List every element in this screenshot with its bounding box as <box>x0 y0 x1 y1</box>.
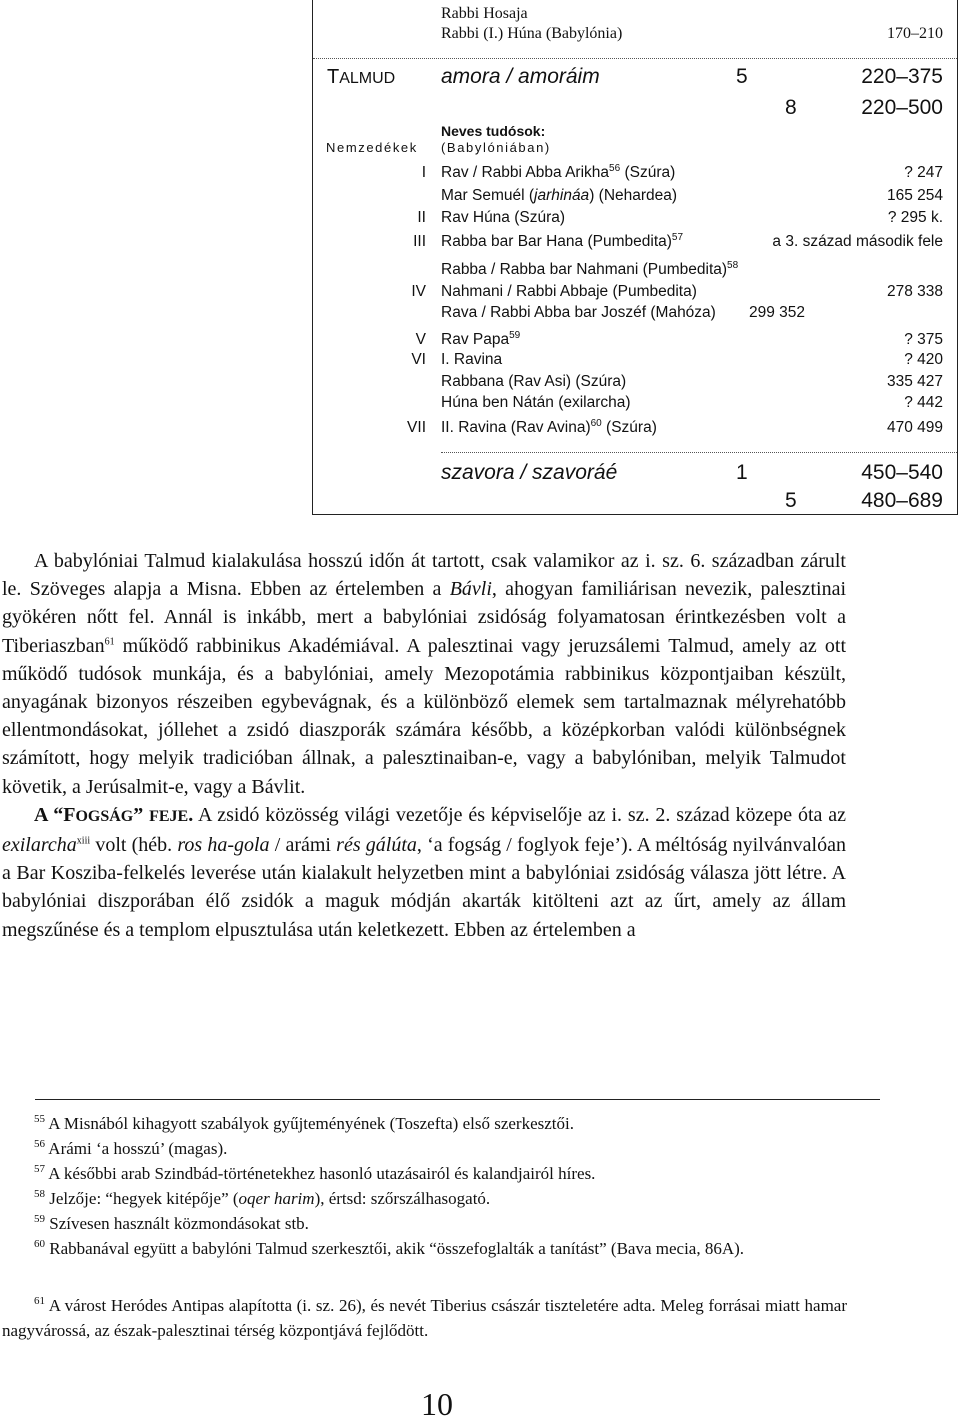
amora-count-b: 8 <box>785 96 797 119</box>
scholar-date: ? 375 <box>904 331 943 348</box>
footnote: $^{59}$ Szívesen használt közmondásokat stb. <box>34 1213 309 1233</box>
gen-numeral: IV <box>411 283 426 300</box>
scholar-name: Rav Húna (Szúra) <box>441 209 566 226</box>
gen-numeral: VI <box>411 351 426 368</box>
scholar-name: Rabba bar Bar Hana (Pumbedita)$^{57}$ <box>441 231 684 250</box>
scholar-date: 278 338 <box>886 283 943 300</box>
szavora-count-a: 1 <box>736 461 748 484</box>
scholar-name: Nahmani / Rabbi Abbaje (Pumbedita) <box>441 283 697 300</box>
generations-label: Nemzedékek <box>326 140 418 155</box>
gen-numeral: III <box>413 233 426 250</box>
paragraph: A “FOGSÁG” FEJE. A zsidó közösség világi vezetője és képviselője az i. sz. 2. század közepe óta az exilarcha$^{xiii}$ volt (héb. ros ha-gola / arámi rés gálúta, ‘a fogság / foglyok feje’). A méltóság nyilvánvalóan a Bar Kosziba-felkelés leverése után kialakult helyzetben mint a babylóniai zsidóság válasza jött létre. A babylóniai diszporában élő zsidók a maguk módján akarták kitölteni azt az űrt, amely az állam megszűnése és a templom elpusztulása után keletkezett. Ebben az értelemben a <box>2 803 847 941</box>
footnote: $^{56}$ Arámi ‘a hosszú’ (magas). <box>34 1138 228 1158</box>
scholar-name: Mar Semuél (jarhináa) (Nehardea) <box>441 187 678 204</box>
szavora-range-b: 480–689 <box>861 489 943 512</box>
footnote: $^{61}$ A várost Heródes Antipas alapította (i. sz. 26), és nevét Tiberius császár tiszteletére adta. Meleg forrásai miatt hamar nagyvárossá, az észak-palesztinai térség központjává fejlődött. <box>2 1295 847 1340</box>
scholar-name: I. Ravina <box>441 351 503 368</box>
footnote-rule <box>35 1099 880 1100</box>
scholar-date: ? 420 <box>904 351 943 368</box>
scholar-name: Rav / Rabbi Abba Arikha$^{56}$ (Szúra) <box>441 162 676 181</box>
scholar-name: Húna ben Nátán (exilarcha) <box>441 394 631 411</box>
amora-label: amora / amoráim <box>441 65 600 88</box>
scholar-name: Rabba / Rabba bar Nahmani (Pumbedita)$^{58}$ <box>441 259 739 278</box>
amora-range-b: 220–500 <box>861 96 943 119</box>
scholar-date: 335 427 <box>886 373 943 390</box>
szavora-count-b: 5 <box>785 489 797 512</box>
scholar-date: 470 499 <box>886 419 943 436</box>
scholar-date: 299 352 <box>749 304 806 321</box>
gen-numeral: V <box>415 331 426 348</box>
amora-count-a: 5 <box>736 65 748 88</box>
dotted-divider <box>441 452 957 453</box>
talmud-label: TALMUD <box>327 66 396 88</box>
footnote: $^{55}$ A Misnából kihagyott szabályok gyűjteményének (Toszefta) első szerkesztői. <box>34 1113 574 1133</box>
gen-numeral: VII <box>407 419 426 436</box>
chronology-table <box>312 0 958 515</box>
scholars-heading: Neves tudósok: <box>441 123 546 139</box>
amora-range-a: 220–375 <box>861 65 943 88</box>
gen-numeral: I <box>421 164 426 181</box>
body-text <box>2 547 846 944</box>
scholar-name: Rabbana (Rav Asi) (Szúra) <box>441 373 627 390</box>
scholar-name: Rav Papa$^{59}$ <box>441 329 521 348</box>
scholar-name: Rava / Rabbi Abba bar Joszéf (Mahóza) <box>441 304 716 321</box>
paragraph: A babylóniai Talmud kialakulása hosszú időn át tartott, csak valamikor az i. sz. 6. században zárult le. Szöveges alapja a Misna. Ebben az értelemben a Bávli, ahogyan familiárisan nevezik, palesztinai gyökéren nőtt fel. Annál is inkább, mert a babylóniai zsidóság folyamatosan érintkezésben volt a Tiberiaszban$^{61}$ működő rabbinikus Akadémiával. A palesztinai vagy jeruzsálemi Talmud, amely az ott működő tudósok munkája, és a babylóniai, amely Mezopotámia rabbinikus központjaiban készült, anyagának bizonyos részeiben egybevágnak, és a különböző elemek sem tartalmaznak mélyrehatóbb ellentmondásokat, jóllehet a zsidó diaszporák számára később, a középkorban valódi különbségnek számított, hogy melyik tradicióban állnak, a palesztinaiban-e, vagy a babylóniban, melyik Talmudot követik, a Jerúsalmit-e, vagy a Bávlit. <box>2 550 847 798</box>
footnote: $^{58}$ Jelzője: “hegyek kitépője” (oqer harim), értsd: szőrszálhasogató. <box>34 1188 491 1208</box>
scholars-subheading: (Babylóniában) <box>441 140 551 155</box>
footnote: $^{57}$ A későbbi arab Szindbád-történetekhez hasonló utazásairól és kalandjairól híres. <box>34 1163 596 1183</box>
page-number: 10 <box>421 1386 453 1422</box>
szavora-range-a: 450–540 <box>861 461 943 484</box>
szavora-label: szavora / szavoráé <box>441 461 618 484</box>
top-line-2: Rabbi (I.) Húna (Babylónia) <box>441 25 623 42</box>
top-line-1: Rabbi Hosaja <box>441 5 528 22</box>
scholar-date: ? 295 k. <box>887 209 943 226</box>
top-date: 170–210 <box>887 25 943 42</box>
scholar-name: II. Ravina (Rav Avina)$^{60}$ (Szúra) <box>441 417 657 436</box>
scholar-date: 165 254 <box>886 187 943 204</box>
gen-numeral: II <box>417 209 426 226</box>
scholar-date: ? 247 <box>904 164 943 181</box>
dotted-divider <box>313 58 957 59</box>
footnote: $^{60}$ Rabbanával együtt a babylóni Talmud szerkesztői, akik “összefoglalták a tanítást” (Bava mecia, 86A). <box>34 1238 745 1258</box>
scholar-date: a 3. század második fele <box>772 233 943 250</box>
scholar-date: ? 442 <box>904 394 943 411</box>
